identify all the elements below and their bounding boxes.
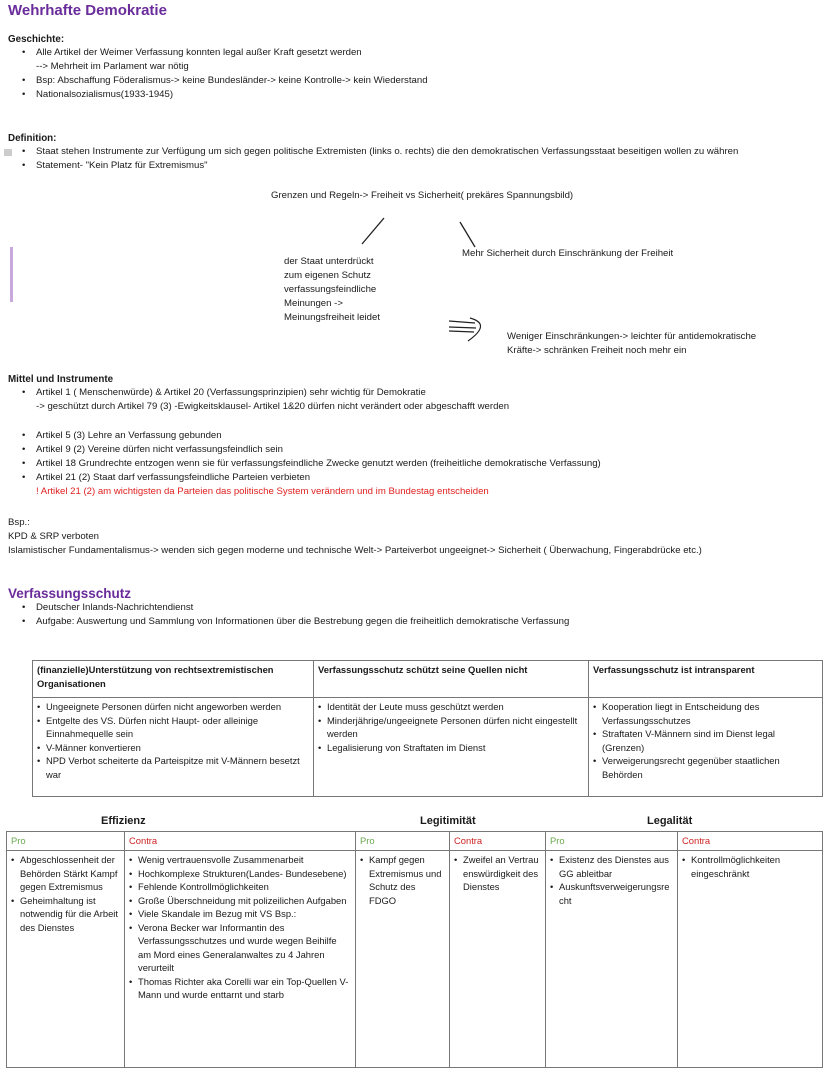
list-item: • Bsp: Abschaffung Föderalismus-> keine Bundesländer-> keine Kontrolle-> kein Wiederstand [22, 74, 428, 88]
beispiel-line: KPD & SRP verboten [8, 531, 100, 542]
contra-header: Contra [125, 832, 356, 851]
drag-handle-icon[interactable] [4, 149, 12, 156]
list-item: • Deutscher Inlands-Nachrichtendienst [22, 601, 569, 615]
list-item: • Artikel 9 (2) Vereine dürfen nicht verfassungsfeindlich sein [22, 443, 601, 457]
cell-item: • Hochkomplexe Strukturen(Landes- Bundesebene) [129, 867, 351, 881]
geschichte-heading: Geschichte: [8, 34, 65, 45]
item-text: Artikel 1 ( Menschenwürde) & Artikel 20 (Verfassungsprinzipien) sehr wichtig für Demokratie [36, 387, 426, 398]
cell-item: • Entgelte des VS. Dürfen nicht Haupt- oder alleinige Einnahmequelle sein [37, 714, 309, 741]
cell-item: • Existenz des Dienstes aus GG ableitbar [550, 853, 673, 880]
cell-item: • Abgeschlossenheit der Behörden Stärkt Kampf gegen Extremismus [11, 853, 120, 894]
table-header: Verfassungsschutz schützt seine Quellen nicht [314, 661, 589, 698]
group-heading-legitimitaet: Legitimität [420, 815, 476, 827]
table-cell [314, 698, 589, 797]
verfassungsschutz-heading: Verfassungsschutz [8, 586, 132, 601]
pro-header: Pro [546, 832, 678, 851]
diagram-bottom-text: Weniger Einschränkungen-> leichter für antidemokratische Kräfte-> schränken Freiheit noch mehr ein [507, 331, 757, 356]
table-header-row [7, 832, 823, 851]
cell-item: • NPD Verbot scheiterte da Parteispitze mit V-Männern besetzt war [37, 754, 309, 781]
cell-item: • Fehlende Kontrollmöglichkeiten [129, 880, 351, 894]
pro-header: Pro [356, 832, 450, 851]
cell-item: • Kontrollmöglichkeiten eingeschränkt [682, 853, 818, 880]
cell-item: • Wenig vertrauensvolle Zusammenarbeit [129, 853, 351, 867]
geschichte-section [8, 34, 428, 102]
table-cell [33, 698, 314, 797]
table-cell [678, 851, 823, 1068]
cell-item: • Identität der Leute muss geschützt werden [318, 700, 584, 714]
beispiel-line: Islamistischer Fundamentalismus-> wenden sich gegen moderne und technische Welt-> Parteiverbot ungeeignet-> Sicherheit ( Überwachung, Fingerabdrücke etc.) [8, 545, 702, 556]
diagram-top-text: Grenzen und Regeln-> Freiheit vs Sicherheit( prekäres Spannungsbild) [271, 190, 574, 201]
diagram-left-text: der Staat unterdrückt zum eigenen Schutz verfassungsfeindliche Meinungen -> Meinungsfreiheit leidet [284, 256, 380, 323]
cell-item: • Straftaten V-Männern sind im Dienst legal (Grenzen) [593, 727, 818, 754]
verfassungsschutz-section [8, 586, 569, 629]
mittel-heading: Mittel und Instrumente [8, 374, 114, 385]
table-cell [125, 851, 356, 1068]
cell-item: • Kampf gegen Extremismus und Schutz des FDGO [360, 853, 445, 907]
list-item: • Artikel 21 (2) Staat darf verfassungsfeindliche Parteien verbieten [22, 471, 601, 485]
cell-item: • Minderjährige/ungeeignete Personen dürfen nicht eingestellt werden [318, 714, 584, 741]
table-header: (finanzielle)Unterstützung von rechtsextremistischen Organisationen [33, 661, 314, 698]
list-item: • Artikel 5 (3) Lehre an Verfassung gebunden [22, 429, 601, 443]
list-item: • Nationalsozialismus(1933-1945) [22, 88, 428, 102]
cell-item: • Zweifel an Vertrauenswürdigkeit des Dienstes [454, 853, 541, 894]
contra-header: Contra [450, 832, 546, 851]
cell-item: • Ungeeignete Personen dürfen nicht angeworben werden [37, 700, 309, 714]
item-text: Alle Artikel der Weimer Verfassung konnten legal außer Kraft gesetzt werden [36, 47, 362, 58]
table-row [7, 851, 823, 1068]
table-cell [356, 851, 450, 1068]
list-item [22, 46, 428, 74]
definition-section [8, 133, 738, 173]
page-title: Wehrhafte Demokratie [8, 2, 167, 19]
kritik-table [32, 660, 823, 797]
beispiele-label: Bsp.: [8, 517, 30, 528]
arrow-right-line [460, 222, 475, 247]
beispiele-section [8, 516, 702, 558]
item-continuation: --> Mehrheit im Parlament war nötig [36, 61, 189, 72]
list-item: • Staat stehen Instrumente zur Verfügung um sich gegen politische Extremisten (links o. rechts) die den demokratischen Verfassungsstaat beseitigen wollen zu währen [22, 145, 738, 159]
bewertung-table [6, 831, 823, 1068]
list-item: • Statement- "Kein Platz für Extremismus" [22, 159, 738, 173]
group-heading-legalitaet: Legalität [647, 815, 693, 827]
contra-header: Contra [678, 832, 823, 851]
definition-heading: Definition: [8, 133, 57, 144]
table-cell [7, 851, 125, 1068]
cell-item: • Große Überschneidung mit polizeilichen Aufgaben [129, 894, 351, 908]
cell-item: • Verweigerungsrecht gegenüber staatlichen Behörden [593, 754, 818, 781]
cell-item: • Thomas Richter aka Corelli war ein Top-Quellen V-Mann und wurde enttarnt und starb [129, 975, 351, 1002]
group-heading-effizienz: Effizienz [101, 815, 146, 827]
cell-item: • Kooperation liegt in Entscheidung des Verfassungsschutzes [593, 700, 818, 727]
diagram-right-text: Mehr Sicherheit durch Einschränkung der Freiheit [462, 248, 674, 259]
table-cell [589, 698, 823, 797]
table-header-row [33, 661, 823, 698]
list-item: • Aufgabe: Auswertung und Sammlung von Informationen über die Bestrebung gegen die freiheitlich demokratische Verfassung [22, 615, 569, 629]
diagram-arrows [0, 200, 828, 350]
table-row [33, 698, 823, 797]
mittel-section [8, 374, 601, 499]
pro-header: Pro [7, 832, 125, 851]
cell-item: • Geheimhaltung ist notwendig für die Arbeit des Dienstes [11, 894, 120, 935]
item-continuation: -> geschützt durch Artikel 79 (3) -Ewigkeitsklausel- Artikel 1&20 dürfen nicht verändert oder abgeschafft werden [36, 401, 510, 412]
arrow-left-line [362, 218, 384, 244]
list-item [22, 386, 601, 414]
table-cell [450, 851, 546, 1068]
cell-item: • Legalisierung von Straftaten im Dienst [318, 741, 584, 755]
double-arrow-icon [449, 318, 481, 341]
table-header: Verfassungsschutz ist intransparent [589, 661, 823, 698]
cell-item: • Verona Becker war Informantin des Verfassungsschutzes und wurde wegen Beihilfe am Mord eines Generalanwaltes zu 4 Jahren verurteilt [129, 921, 351, 975]
list-item: • Artikel 18 Grundrechte entzogen wenn sie für verfassungsfeindliche Zwecke genutzt werden (freiheitliche demokratische Verfassung) [22, 457, 601, 471]
cell-item: • V-Männer konvertieren [37, 741, 309, 755]
table-cell [546, 851, 678, 1068]
cell-item: • Auskunftsverweigerungsrecht [550, 880, 673, 907]
change-bar [10, 247, 13, 302]
mittel-note: ! Artikel 21 (2) am wichtigsten da Parteien das politische System verändern und im Bundestag entscheiden [36, 486, 489, 497]
cell-item: • Viele Skandale im Bezug mit VS Bsp.: [129, 907, 351, 921]
